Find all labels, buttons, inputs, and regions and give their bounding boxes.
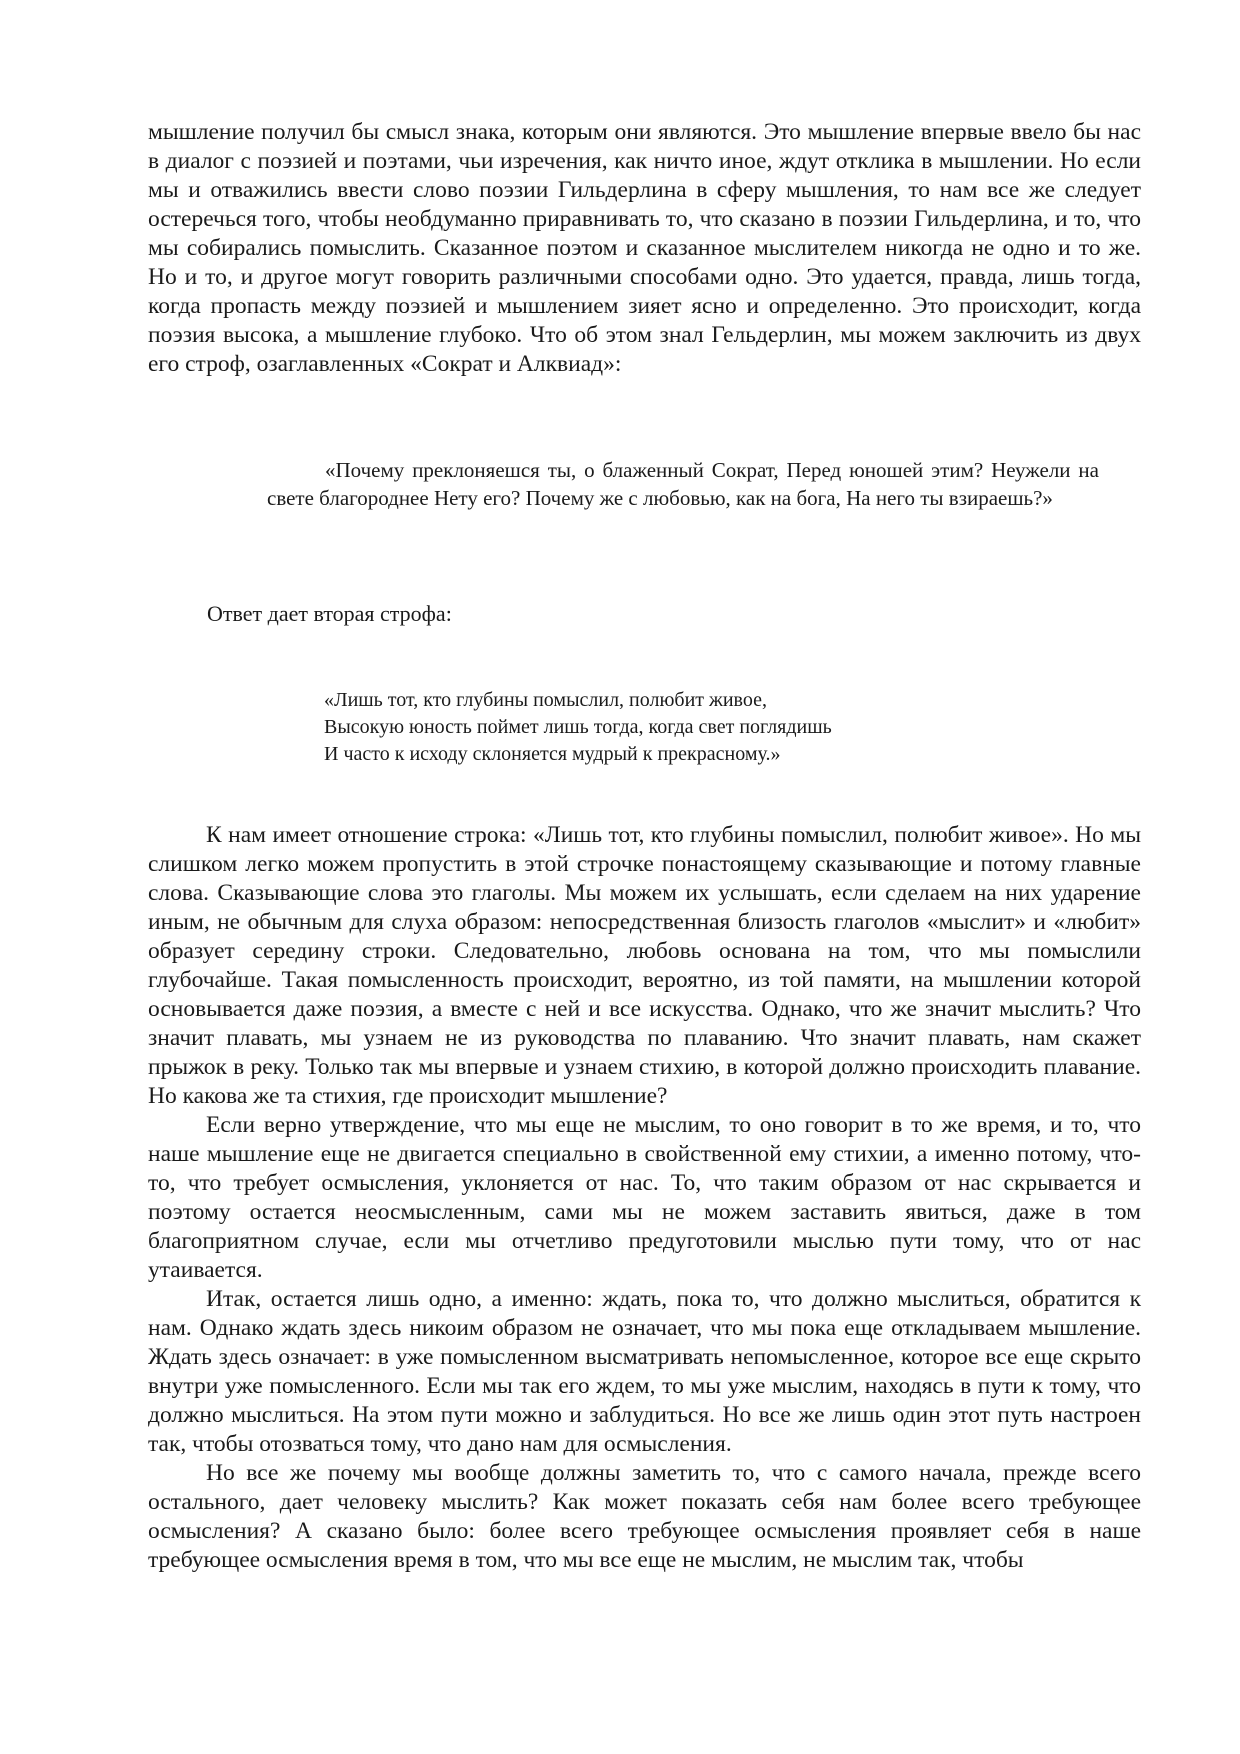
paragraph: К нам имеет отношение строка: «Лишь тот, кто глубины помыслил, полюбит живое». Но мы слишком легко можем пропустить в этой строчке понастоящему сказывающие и потому главные слова. Сказывающие слова это глаголы. Мы можем их услышать, если сделаем на них ударение иным, не обычным для слуха образом: непосредственная близость глаголов «мыслит» и «любит» образует середину строки. Следовательно, любовь основана на том, что мы помыслили глубочайше. Такая помысленность происходит, вероятно, из той памяти, на мышлении которой основывается даже поэзия, а вместе с ней и все искусства. Однако, что же значит мыслить? Что значит плавать, мы узнаем не из руководства по плаванию. Что значит плавать, нам скажет прыжок в реку. Только так мы впервые и узнаем стихию, в которой должно происходить плавание. Но какова же та стихия, где происходит мышление? <box>148 822 1141 1109</box>
paragraph: Если верно утверждение, что мы еще не мыслим, то оно говорит в то же время, и то, что наше мышление еще не двигается специально в свойственной ему стихии, а именно потому, что-то, что требует осмысления, уклоняется от нас. То, что таким образом от нас скрывается и поэтому остается неосмысленным, сами мы не можем заставить явиться, даже в том благоприятном случае, если мы отчетливо предуготовили мыслью пути тому, что от нас утаивается. <box>148 1112 1141 1283</box>
stanza-line-1: «Лишь тот, кто глубины помыслил, полюбит живое, <box>324 689 767 711</box>
answer-line: Ответ дает вторая строфа: <box>207 601 452 626</box>
main-text <box>148 821 1141 1575</box>
paragraph: Итак, остается лишь одно, а именно: ждать, пока то, что должно мыслиться, обратится к нам. Однако ждать здесь никоим образом не означает, что мы пока еще откладываем мышление. Ждать здесь означает: в уже помысленном высматривать непомысленное, которое все еще скрыто внутри уже помысленного. Если мы так его ждем, то мы уже мыслим, находясь в пути к тому, что должно мыслиться. На этом пути можно и заблудиться. Но все же лишь один этот путь настроен так, чтобы отозваться тому, что дано нам для осмысления. <box>148 1286 1141 1457</box>
second-stanza-quote <box>324 687 832 768</box>
stanza-line-2: Высокую юность поймет лишь тогда, когда свет поглядишь <box>324 716 832 738</box>
stanza-line-3: И часто к исходу склоняется мудрый к прекрасному.» <box>324 743 781 765</box>
first-stanza-quote: «Почему преклоняешся ты, о блаженный Сократ, Перед юношей этим? Неужели на свете благороднее Нету его? Почему же с любовью, как на бога, На него ты взираешь?» <box>267 458 1099 510</box>
intro-paragraph: мышление получил бы смысл знака, которым они являются. Это мышление впервые ввело бы нас в диалог с поэзией и поэтами, чьи изречения, как ничто иное, ждут отклика в мышлении. Но если мы и отважились ввести слово поэзии Гильдерлина в сферу мышления, то нам все же следует остеречься того, чтобы необдуманно приравнивать то, что сказано в поэзии Гильдерлина, и то, что мы собирались помыслить. Сказанное поэтом и сказанное мыслителем никогда не одно и то же. Но и то, и другое могут говорить различными способами одно. Это удается, правда, лишь тогда, когда пропасть между поэзией и мышлением зияет ясно и определенно. Это происходит, когда поэзия высока, а мышление глубоко. Что об этом знал Гельдерлин, мы можем заключить из двух его строф, озаглавленных «Сократ и Алквиад»: <box>148 119 1141 377</box>
paragraph: Но все же почему мы вообще должны заметить то, что с самого начала, прежде всего остального, дает человеку мыслить? Как может показать себя нам более всего требующее осмысления? А сказано было: более всего требующее осмысления проявляет себя в наше требующее осмысления время в том, что мы все еще не мыслим, не мыслим так, чтобы <box>148 1460 1141 1573</box>
